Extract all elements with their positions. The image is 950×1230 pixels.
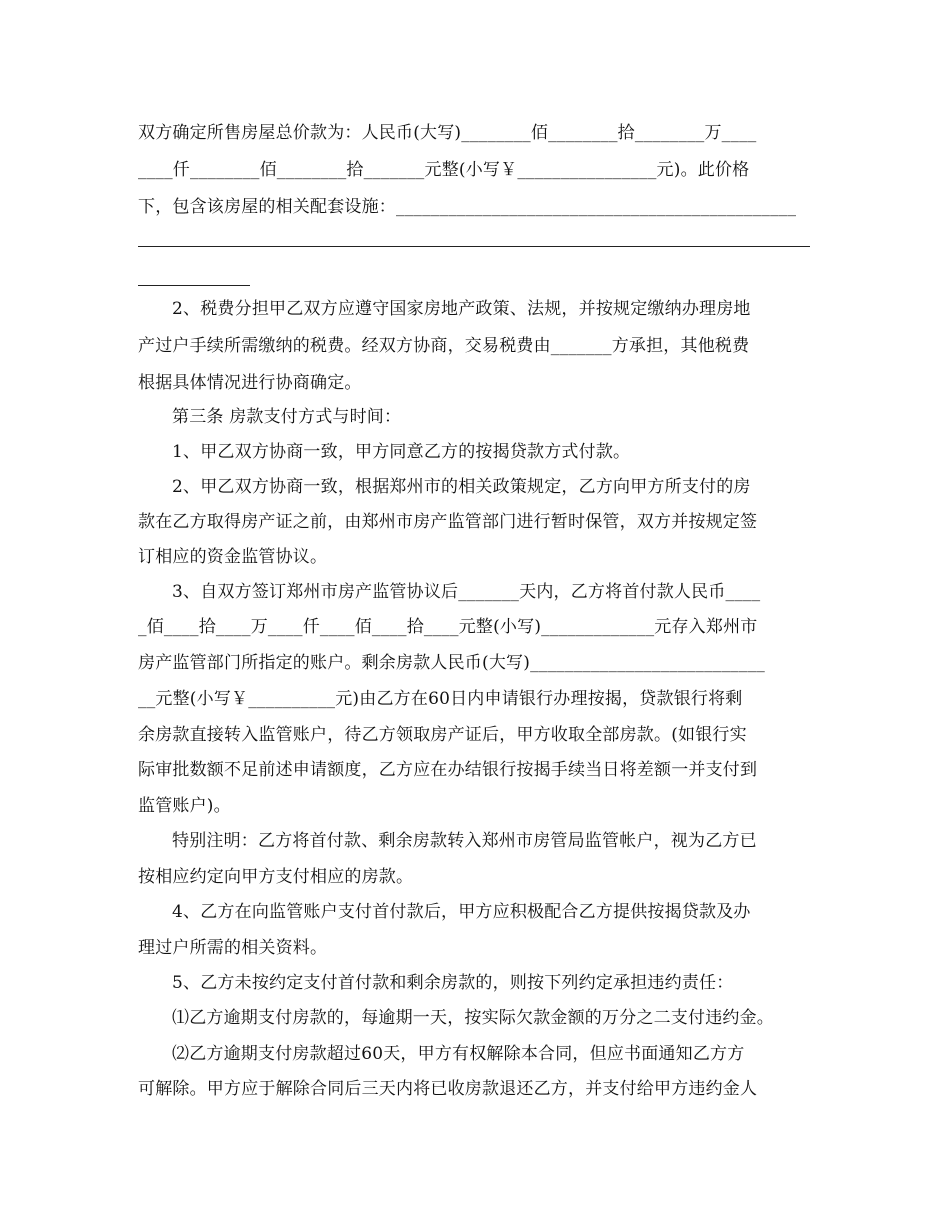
text-line: 5、乙方未按约定支付首付款和剩余房款的，则按下列约定承担违约责任： [172,973,734,993]
text-line: 余房款直接转入监管账户，待乙方领取房产证后，甲方收取全部房款。(如银行实 [138,725,747,745]
section-heading: 第三条 房款支付方式与时间： [172,407,402,427]
text-line: 根据具体情况进行协商确定。 [138,373,362,393]
text-line: 按相应约定向甲方支付相应的房款。 [138,867,414,887]
text-line: __元整(小写￥__________元)由乙方在60日内申请银行办理按揭，贷款银行将剩 [138,689,743,709]
blank-fill-line [138,246,810,247]
text-line: 际审批数额不足前述申请额度，乙方应在办结银行按揭手续当日将差额一并支付到 [138,760,758,780]
text-line: 房产监管部门所指定的账户。剩余房款人民币(大写)___________________________ [138,653,765,673]
text-line: 订相应的资金监管协议。 [138,547,328,567]
text-line: 下，包含该房屋的相关配套设施：______________________________________________ [138,197,797,217]
text-line: 双方确定所售房屋总价款为：人民币(大写)________佰________拾________万____ [138,123,757,143]
text-line: 产过户手续所需缴纳的税费。经双方协商，交易税费由_______方承担，其他税费 [138,336,750,356]
text-line: ⑵乙方逾期支付房款超过60天，甲方有权解除本合同，但应书面通知乙方方 [172,1044,745,1064]
text-line: 2、甲乙双方协商一致，根据郑州市的相关政策规定，乙方向甲方所支付的房 [172,477,751,497]
text-line: 理过户所需的相关资料。 [138,938,328,958]
text-line: 4、乙方在向监管账户支付首付款后，甲方应积极配合乙方提供按揭贷款及办 [172,902,751,922]
text-line: _佰____拾____万____仟____佰____拾____元整(小写)_____________元存入郑州市 [138,617,758,637]
blank-fill-line [138,285,250,286]
text-line: 特别注明：乙方将首付款、剩余房款转入郑州市房管局监管帐户，视为乙方已 [172,831,757,851]
text-line: ⑴乙方逾期支付房款的，每逾期一天，按实际欠款金额的万分之二支付违约金。 [172,1008,774,1028]
text-line: ____仟________佰________拾_______元整(小写￥________________元)。此价格 [138,160,750,180]
text-line: 2、税费分担甲乙双方应遵守国家房地产政策、法规，并按规定缴纳办理房地 [172,299,751,319]
text-line: 3、自双方签订郑州市房产监管协议后_______天内，乙方将首付款人民币____ [172,582,761,602]
text-line: 监管账户)。 [138,796,231,816]
text-line: 可解除。甲方应于解除合同后三天内将已收房款退还乙方，并支付给甲方违约金人 [138,1079,758,1099]
text-line: 款在乙方取得房产证之前，由郑州市房产监管部门进行暂时保管，双方并按规定签 [138,512,758,532]
text-line: 1、甲乙双方协商一致，甲方同意乙方的按揭贷款方式付款。 [172,442,631,462]
